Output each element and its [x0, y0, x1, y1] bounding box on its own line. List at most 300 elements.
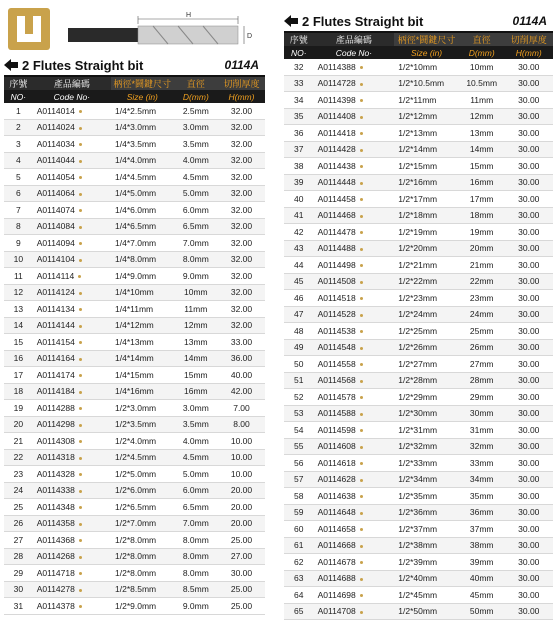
col-size-en: Size (in)	[394, 46, 459, 59]
cell-size: 1/2*35mm	[394, 488, 459, 505]
cell-diameter: 38mm	[459, 537, 505, 554]
cell-no: 22	[4, 449, 33, 466]
cell-diameter: 3.0mm	[174, 400, 218, 417]
cell-height: 30.00	[505, 240, 553, 257]
cell-no: 54	[284, 422, 314, 439]
dot-icon	[360, 611, 363, 614]
table-row	[284, 59, 553, 75]
cell-code: A0114024	[33, 119, 111, 136]
cell-diameter: 6.0mm	[174, 202, 218, 219]
cell-code: A0114628	[314, 471, 395, 488]
dot-icon	[78, 275, 81, 278]
cell-no: 53	[284, 405, 314, 422]
table-row	[4, 449, 265, 466]
cell-code: A0114074	[33, 202, 111, 219]
cell-no: 50	[284, 356, 314, 373]
col-code-en: Code No·	[33, 90, 111, 103]
cell-code: A0114638	[314, 488, 395, 505]
cell-height: 30.00	[505, 224, 553, 241]
dot-icon	[360, 83, 363, 86]
cell-no: 40	[284, 191, 314, 208]
cell-size: 1/4*3.5mm	[111, 136, 174, 153]
cell-diameter: 7.0mm	[174, 235, 218, 252]
cell-no: 2	[4, 119, 33, 136]
cell-diameter: 3.5mm	[174, 416, 218, 433]
cell-size: 1/2*25mm	[394, 323, 459, 340]
cell-no: 29	[4, 565, 33, 582]
cell-size: 1/2*8.0mm	[111, 565, 174, 582]
dot-icon	[79, 110, 82, 113]
cell-height: 32.00	[218, 169, 265, 186]
cell-diameter: 34mm	[459, 471, 505, 488]
cell-code: A0114388	[314, 59, 395, 75]
cell-code: A0114174	[33, 367, 111, 384]
dot-icon	[360, 297, 363, 300]
cell-size: 1/2*10mm	[394, 59, 459, 75]
cell-height: 30.00	[505, 191, 553, 208]
cell-no: 12	[4, 284, 33, 301]
cell-size: 1/2*8.0mm	[111, 532, 174, 549]
cell-code: A0114288	[33, 400, 111, 417]
cell-height: 25.00	[218, 598, 265, 615]
table-row	[284, 125, 553, 142]
cell-diameter: 40mm	[459, 570, 505, 587]
cell-no: 60	[284, 521, 314, 538]
cell-code: A0114418	[314, 125, 395, 142]
cell-height: 40.00	[218, 367, 265, 384]
cell-code: A0114468	[314, 207, 395, 224]
dot-icon	[360, 198, 363, 201]
dot-icon	[79, 193, 82, 196]
cell-height: 30.00	[505, 587, 553, 604]
table-row	[4, 548, 265, 565]
dot-icon	[79, 605, 82, 608]
dot-icon	[360, 264, 363, 267]
cell-size: 1/4*13mm	[111, 334, 174, 351]
cell-code: A0114408	[314, 108, 395, 125]
cell-code: A0114608	[314, 438, 395, 455]
cell-no: 59	[284, 504, 314, 521]
table-row	[4, 416, 265, 433]
table-row	[284, 488, 553, 505]
cell-no: 51	[284, 372, 314, 389]
cell-height: 20.00	[218, 482, 265, 499]
col-no-en: NO·	[4, 90, 33, 103]
cell-no: 49	[284, 339, 314, 356]
dot-icon	[360, 561, 363, 564]
cell-size: 1/2*13mm	[394, 125, 459, 142]
cell-no: 46	[284, 290, 314, 307]
cell-size: 1/2*34mm	[394, 471, 459, 488]
table-row	[284, 504, 553, 521]
table-row	[284, 471, 553, 488]
cell-height: 30.00	[218, 565, 265, 582]
cell-code: A0114688	[314, 570, 395, 587]
cell-no: 25	[4, 499, 33, 516]
cell-code: A0114308	[33, 433, 111, 450]
cell-size: 1/2*15mm	[394, 158, 459, 175]
cell-size: 1/2*22mm	[394, 273, 459, 290]
cell-height: 30.00	[505, 405, 553, 422]
cell-code: A0114278	[33, 581, 111, 598]
cell-no: 65	[284, 603, 314, 620]
cell-size: 1/4*7.0mm	[111, 235, 174, 252]
cell-height: 30.00	[505, 323, 553, 340]
dot-icon	[360, 66, 363, 69]
cell-no: 55	[284, 438, 314, 455]
col-h-en: H(mm)	[505, 46, 553, 59]
cell-code: A0114728	[314, 75, 395, 92]
dot-icon	[360, 545, 363, 548]
left-title-bar	[4, 56, 265, 74]
dot-icon	[79, 407, 82, 410]
table-row	[4, 334, 265, 351]
cell-height: 30.00	[505, 356, 553, 373]
cell-size: 1/2*38mm	[394, 537, 459, 554]
dot-icon	[79, 292, 82, 295]
cell-height: 25.00	[218, 532, 265, 549]
cell-size: 1/4*11mm	[111, 301, 174, 318]
cell-height: 32.00	[218, 185, 265, 202]
cell-height: 30.00	[505, 554, 553, 571]
table-row	[4, 235, 265, 252]
cell-height: 30.00	[505, 108, 553, 125]
cell-height: 30.00	[505, 438, 553, 455]
table-row	[284, 224, 553, 241]
cell-code: A0114114	[33, 268, 111, 285]
table-row	[4, 482, 265, 499]
cell-no: 32	[284, 59, 314, 75]
cell-diameter: 8.5mm	[174, 581, 218, 598]
cell-size: 1/4*9.0mm	[111, 268, 174, 285]
cell-diameter: 31mm	[459, 422, 505, 439]
cell-size: 1/2*27mm	[394, 356, 459, 373]
cell-no: 23	[4, 466, 33, 483]
cell-code: A0114718	[33, 565, 111, 582]
cell-height: 10.00	[218, 433, 265, 450]
cell-diameter: 26mm	[459, 339, 505, 356]
cell-code: A0114014	[33, 103, 111, 119]
cell-code: A0114498	[314, 257, 395, 274]
cell-diameter: 32mm	[459, 438, 505, 455]
cell-height: 30.00	[505, 306, 553, 323]
col-code-zh: 產品編碼	[33, 77, 111, 90]
dot-icon	[360, 215, 363, 218]
cell-no: 38	[284, 158, 314, 175]
arrow-icon	[4, 58, 18, 72]
cell-code: A0114598	[314, 422, 395, 439]
cell-no: 10	[4, 251, 33, 268]
cell-height: 30.00	[505, 290, 553, 307]
cell-size: 1/2*50mm	[394, 603, 459, 620]
dot-icon	[360, 116, 363, 119]
table-row	[284, 438, 553, 455]
table-row	[4, 251, 265, 268]
dot-icon	[79, 242, 82, 245]
dot-icon	[360, 495, 363, 498]
cell-size: 1/4*8.0mm	[111, 251, 174, 268]
cell-diameter: 10mm	[174, 284, 218, 301]
dot-icon	[79, 506, 82, 509]
cell-size: 1/2*11mm	[394, 92, 459, 109]
dot-icon	[79, 572, 82, 575]
cell-size: 1/2*33mm	[394, 455, 459, 472]
cell-diameter: 12mm	[459, 108, 505, 125]
cell-size: 1/2*31mm	[394, 422, 459, 439]
cell-height: 30.00	[505, 389, 553, 406]
col-no-zh: 序號	[4, 77, 33, 90]
cell-no: 36	[284, 125, 314, 142]
cell-size: 1/2*37mm	[394, 521, 459, 538]
cell-diameter: 25mm	[459, 323, 505, 340]
cell-size: 1/2*3.5mm	[111, 416, 174, 433]
cell-height: 30.00	[505, 75, 553, 92]
cell-code: A0114298	[33, 416, 111, 433]
dot-icon	[79, 176, 82, 179]
cell-no: 37	[284, 141, 314, 158]
col-d-en: D(mm)	[459, 46, 505, 59]
cell-height: 30.00	[505, 471, 553, 488]
cell-diameter: 11mm	[459, 92, 505, 109]
table-row	[4, 202, 265, 219]
cell-size: 1/4*12mm	[111, 317, 174, 334]
cell-height: 30.00	[505, 372, 553, 389]
table-row	[284, 158, 553, 175]
cell-no: 64	[284, 587, 314, 604]
cell-code: A0114678	[314, 554, 395, 571]
cell-height: 25.00	[218, 581, 265, 598]
cell-size: 1/2*10.5mm	[394, 75, 459, 92]
dot-icon	[79, 209, 82, 212]
cell-diameter: 16mm	[459, 174, 505, 191]
table-row	[4, 499, 265, 516]
table-row	[4, 581, 265, 598]
cell-height: 8.00	[218, 416, 265, 433]
dot-icon	[360, 578, 363, 581]
right-table-section	[284, 12, 553, 620]
table-row	[4, 136, 265, 153]
col-no-en: NO·	[284, 46, 314, 59]
table-row	[4, 218, 265, 235]
cell-height: 10.00	[218, 449, 265, 466]
cell-code: A0114144	[33, 317, 111, 334]
cell-code: A0114358	[33, 515, 111, 532]
cell-no: 9	[4, 235, 33, 252]
cell-diameter: 23mm	[459, 290, 505, 307]
cell-height: 30.00	[505, 455, 553, 472]
cell-code: A0114034	[33, 136, 111, 153]
cell-height: 36.00	[218, 350, 265, 367]
cell-no: 1	[4, 103, 33, 119]
cell-size: 1/2*23mm	[394, 290, 459, 307]
cell-diameter: 6.0mm	[174, 482, 218, 499]
cell-diameter: 16mm	[174, 383, 218, 400]
cell-code: A0114348	[33, 499, 111, 516]
cell-size: 1/4*16mm	[111, 383, 174, 400]
col-size-zh: 柄徑*鬪鍵尺寸	[394, 33, 459, 46]
dot-icon	[360, 165, 363, 168]
cell-code: A0114054	[33, 169, 111, 186]
dot-icon	[360, 132, 363, 135]
table-row	[284, 372, 553, 389]
cell-diameter: 20mm	[459, 240, 505, 257]
table-row	[4, 433, 265, 450]
cell-code: A0114578	[314, 389, 395, 406]
cell-height: 30.00	[505, 59, 553, 75]
cell-height: 30.00	[505, 141, 553, 158]
table-row	[284, 554, 553, 571]
cell-no: 62	[284, 554, 314, 571]
cell-size: 1/2*4.5mm	[111, 449, 174, 466]
cell-diameter: 15mm	[174, 367, 218, 384]
cell-height: 32.00	[218, 268, 265, 285]
table-row	[284, 141, 553, 158]
cell-size: 1/4*5.0mm	[111, 185, 174, 202]
cell-height: 32.00	[218, 103, 265, 119]
dot-icon	[360, 182, 363, 185]
cell-code: A0114708	[314, 603, 395, 620]
cell-no: 19	[4, 400, 33, 417]
cell-diameter: 8.0mm	[174, 565, 218, 582]
cell-size: 1/2*7.0mm	[111, 515, 174, 532]
cell-diameter: 36mm	[459, 504, 505, 521]
table-row	[284, 537, 553, 554]
cell-size: 1/4*2.5mm	[111, 103, 174, 119]
cell-diameter: 3.5mm	[174, 136, 218, 153]
dot-icon	[360, 479, 363, 482]
cell-size: 1/2*21mm	[394, 257, 459, 274]
cell-size: 1/2*5.0mm	[111, 466, 174, 483]
cell-diameter: 35mm	[459, 488, 505, 505]
table-row	[284, 339, 553, 356]
cell-size: 1/2*24mm	[394, 306, 459, 323]
cell-code: A0114588	[314, 405, 395, 422]
cell-code: A0114508	[314, 273, 395, 290]
right-series-code: 0114A	[512, 14, 547, 28]
table-row	[284, 422, 553, 439]
cell-diameter: 37mm	[459, 521, 505, 538]
cell-size: 1/2*14mm	[394, 141, 459, 158]
table-row	[4, 400, 265, 417]
dot-icon	[360, 446, 363, 449]
table-row	[284, 92, 553, 109]
dot-icon	[360, 363, 363, 366]
col-h-zh: 切削厚度	[505, 33, 553, 46]
dot-icon	[79, 358, 82, 361]
cell-code: A0114044	[33, 152, 111, 169]
cell-size: 1/2*20mm	[394, 240, 459, 257]
cell-diameter: 12mm	[174, 317, 218, 334]
cell-size: 1/2*18mm	[394, 207, 459, 224]
cell-size: 1/2*28mm	[394, 372, 459, 389]
cell-diameter: 19mm	[459, 224, 505, 241]
cell-no: 26	[4, 515, 33, 532]
drawing-d-label: D	[247, 33, 253, 40]
cell-code: A0114658	[314, 521, 395, 538]
cell-size: 1/2*16mm	[394, 174, 459, 191]
cell-code: A0114488	[314, 240, 395, 257]
cell-height: 30.00	[505, 603, 553, 620]
cell-size: 1/2*19mm	[394, 224, 459, 241]
table-row	[4, 103, 265, 119]
cell-code: A0114558	[314, 356, 395, 373]
cell-size: 1/2*8.5mm	[111, 581, 174, 598]
right-title: 2 Flutes Straight bit	[302, 13, 424, 29]
table-row	[4, 532, 265, 549]
cell-code: A0114618	[314, 455, 395, 472]
cell-height: 32.00	[218, 136, 265, 153]
cell-height: 32.00	[218, 251, 265, 268]
router-bit-drawing	[58, 8, 258, 58]
dot-icon	[79, 589, 82, 592]
table-row	[284, 174, 553, 191]
cell-height: 30.00	[505, 504, 553, 521]
cell-no: 5	[4, 169, 33, 186]
cell-diameter: 29mm	[459, 389, 505, 406]
cell-size: 1/2*6.0mm	[111, 482, 174, 499]
table-row	[284, 191, 553, 208]
cell-no: 58	[284, 488, 314, 505]
col-no-zh: 序號	[284, 33, 314, 46]
dot-icon	[360, 281, 363, 284]
cell-height: 30.00	[505, 537, 553, 554]
cell-code: A0114268	[33, 548, 111, 565]
cell-height: 30.00	[505, 488, 553, 505]
left-series-code: 0114A	[224, 58, 259, 72]
cell-diameter: 22mm	[459, 273, 505, 290]
cell-code: A0114338	[33, 482, 111, 499]
table-row	[4, 152, 265, 169]
dot-icon	[79, 473, 82, 476]
cell-diameter: 39mm	[459, 554, 505, 571]
dot-icon	[79, 374, 82, 377]
cell-diameter: 10mm	[459, 59, 505, 75]
cell-no: 16	[4, 350, 33, 367]
brand-logo	[8, 8, 50, 50]
cell-size: 1/4*4.0mm	[111, 152, 174, 169]
cell-size: 1/2*39mm	[394, 554, 459, 571]
cell-height: 32.00	[218, 284, 265, 301]
dot-icon	[360, 99, 363, 102]
dot-icon	[79, 490, 82, 493]
dot-icon	[79, 226, 82, 229]
cell-code: A0114368	[33, 532, 111, 549]
cell-diameter: 14mm	[459, 141, 505, 158]
dot-icon	[360, 429, 363, 432]
col-h-zh: 切削厚度	[218, 77, 265, 90]
cell-no: 48	[284, 323, 314, 340]
cell-height: 30.00	[505, 273, 553, 290]
cell-height: 32.00	[218, 218, 265, 235]
dot-icon	[360, 248, 363, 251]
arrow-icon	[284, 14, 298, 28]
dot-icon	[79, 556, 82, 559]
dot-icon	[360, 380, 363, 383]
cell-no: 17	[4, 367, 33, 384]
cell-diameter: 9.0mm	[174, 268, 218, 285]
dot-icon	[360, 462, 363, 465]
table-row	[284, 290, 553, 307]
cell-height: 10.00	[218, 466, 265, 483]
cell-no: 56	[284, 455, 314, 472]
cell-size: 1/2*12mm	[394, 108, 459, 125]
table-row	[4, 367, 265, 384]
cell-no: 63	[284, 570, 314, 587]
cell-size: 1/4*3.0mm	[111, 119, 174, 136]
cell-height: 30.00	[505, 570, 553, 587]
cell-size: 1/2*29mm	[394, 389, 459, 406]
col-d-zh: 直徑	[174, 77, 218, 90]
